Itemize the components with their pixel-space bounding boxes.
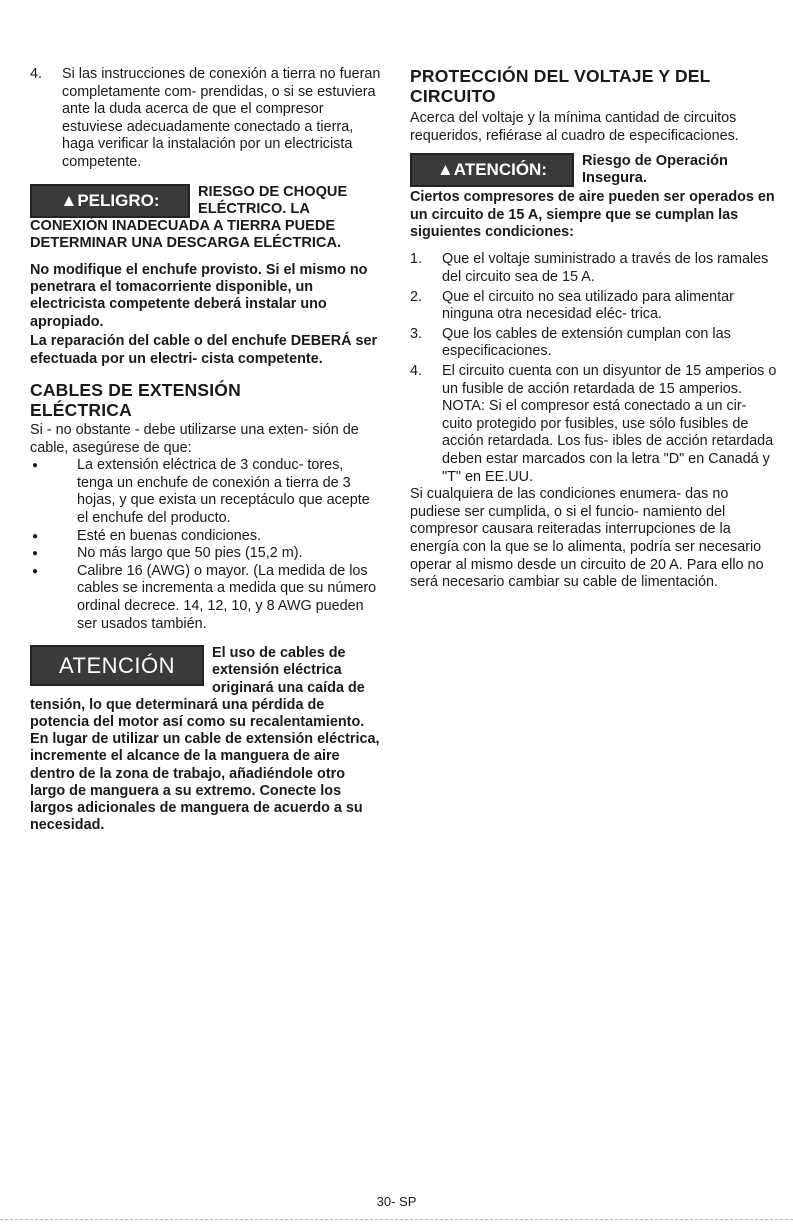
list-item-text: La extensión eléctrica de 3 conduc- tores, tenga un enchufe de conexión a tierra de 3 hojas, y que exista un receptáculo que acepte el enchufe del producto. [77, 457, 370, 526]
extension-requirements-list [30, 457, 382, 633]
left-column [30, 66, 382, 834]
atencion-badge [30, 645, 204, 686]
bullet-icon: ● [32, 565, 39, 577]
danger-warning [30, 184, 382, 252]
list-item [30, 545, 382, 563]
atencion-headline: Riesgo de Operación Insegura. [582, 153, 728, 187]
condition-text: Que los cables de extensión cumplan con las especificaciones. [442, 325, 731, 360]
condition-number: 1. [410, 251, 423, 268]
grounding-item-4 [30, 66, 382, 172]
item-text: Si las instrucciones de conexión a tierra no fueran completamente com- prendidas, o si se estuviera ante la duda acerca de que el compresor estuviese adecuadamente conectado a tierra, haga verificar la instalación por un electricista competente. [62, 66, 381, 170]
item-number: 4. [30, 66, 43, 82]
closing-paragraph: Si cualquiera de las condiciones enumera- das no pudiese ser cumplida, o si el funcio- namiento del compresor causara reiteradas interrupciones de la energía con la que se lo alimenta, podría ser necesario operar al mismo desde un circuito de 20 A. Para ello no será necesario cambiar su cable de limentación. [410, 486, 764, 591]
condition-item [410, 363, 780, 486]
list-item [30, 563, 382, 633]
list-item [30, 457, 382, 527]
peligro-paragraph-1: No modifique el enchufe provisto. Si el mismo no penetrara el tomacorriente disponible, un electricista competente deberá instalar uno apropiado. [30, 261, 368, 330]
bullet-icon: ● [32, 530, 39, 542]
condition-item [410, 289, 780, 324]
caution-block [30, 645, 382, 834]
atencion-badge-right [410, 153, 574, 187]
condition-item [410, 251, 780, 286]
heading-line-1: CABLES DE EXTENSIÓN [30, 380, 241, 400]
atencion-conditions-text: Ciertos compresores de aire pueden ser operados en un circuito de 15 A, siempre que se cumplan las siguientes condiciones: [410, 189, 775, 240]
extension-cords-heading [30, 380, 382, 420]
condition-number: 4. [410, 362, 423, 379]
page-edge-divider [0, 1219, 793, 1220]
warning-triangle-label: ▲PELIGRO: [60, 190, 160, 210]
warning-triangle-label: ▲ATENCIÓN: [436, 160, 547, 180]
voltage-protection-heading [410, 66, 780, 106]
voltage-intro: Acerca del voltaje y la mínima cantidad de circuitos requeridos, refiérase al cuadro de especificaciones. [410, 110, 739, 144]
condition-text: El circuito cuenta con un disyuntor de 15 amperios o un fusible de acción retardada de 15 amperios. NOTA: Si el compresor está conectado a un cir- cuito protegido por fusibles, use sólo fusibles de acción retardada. Los fus- ibles de acción retardada deben estar marcados con la letra "D" en Canadá y "T" en EE.UU. [442, 362, 777, 485]
condition-text: Que el voltaje suministrado a través de los ramales del circuito sea de 15 A. [442, 251, 769, 285]
list-item-text: Calibre 16 (AWG) o mayor. (La medida de los cables se incrementa a medida que su número ordinal decrece. 14, 12, 10, y 8 AWG pueden ser usados también. [77, 562, 377, 632]
heading-line-2: CIRCUITO [410, 86, 496, 106]
heading-line-1: PROTECCIÓN DEL VOLTAJE Y DEL [410, 66, 711, 86]
peligro-headline: RIESGO DE CHOQUE ELÉCTRICO. LA CONEXIÓN INADECUADA A TIERRA PUEDE DETERMINAR UNA DESCARGA ELÉCTRICA. [30, 183, 348, 251]
right-column [410, 66, 780, 592]
condition-text: Que el circuito no sea utilizado para alimentar ninguna otra necesidad eléc- trica. [442, 288, 734, 323]
condition-item [410, 326, 780, 361]
bullet-icon: ● [32, 460, 39, 472]
list-item [30, 528, 382, 546]
atencion-text: El uso de cables de extensión eléctrica originará una caída de tensión, lo que determinará una pérdida de potencia del motor así como su recalentamiento. En lugar de utilizar un cable de extensión eléctrica, incremente el alcance de la manguera de aire dentro de la zona de trabajo, añadiéndole otro largo de manguera a su extremo. Conecte los largos adicionales de manguera de acuerdo a su necesidad. [30, 645, 380, 834]
list-item-text: Esté en buenas condiciones. [77, 527, 262, 544]
heading-line-2: ELÉCTRICA [30, 400, 132, 420]
circuit-conditions-list [410, 251, 780, 486]
bullet-icon: ● [32, 548, 39, 560]
unsafe-operation-warning [410, 153, 780, 241]
extension-intro: Si - no obstante - debe utilizarse una exten- sión de cable, asegúrese de que: [30, 422, 359, 456]
condition-number: 3. [410, 325, 423, 342]
page-number: 30- SP [376, 1194, 417, 1209]
atencion-label: ATENCIÓN [58, 652, 176, 678]
condition-number: 2. [410, 288, 423, 305]
peligro-paragraph-2: La reparación del cable o del enchufe DEBERÁ ser efectuada por un electri- cista competente. [30, 333, 378, 367]
list-item-text: No más largo que 50 pies (15,2 m). [77, 545, 303, 562]
peligro-badge [30, 184, 190, 218]
